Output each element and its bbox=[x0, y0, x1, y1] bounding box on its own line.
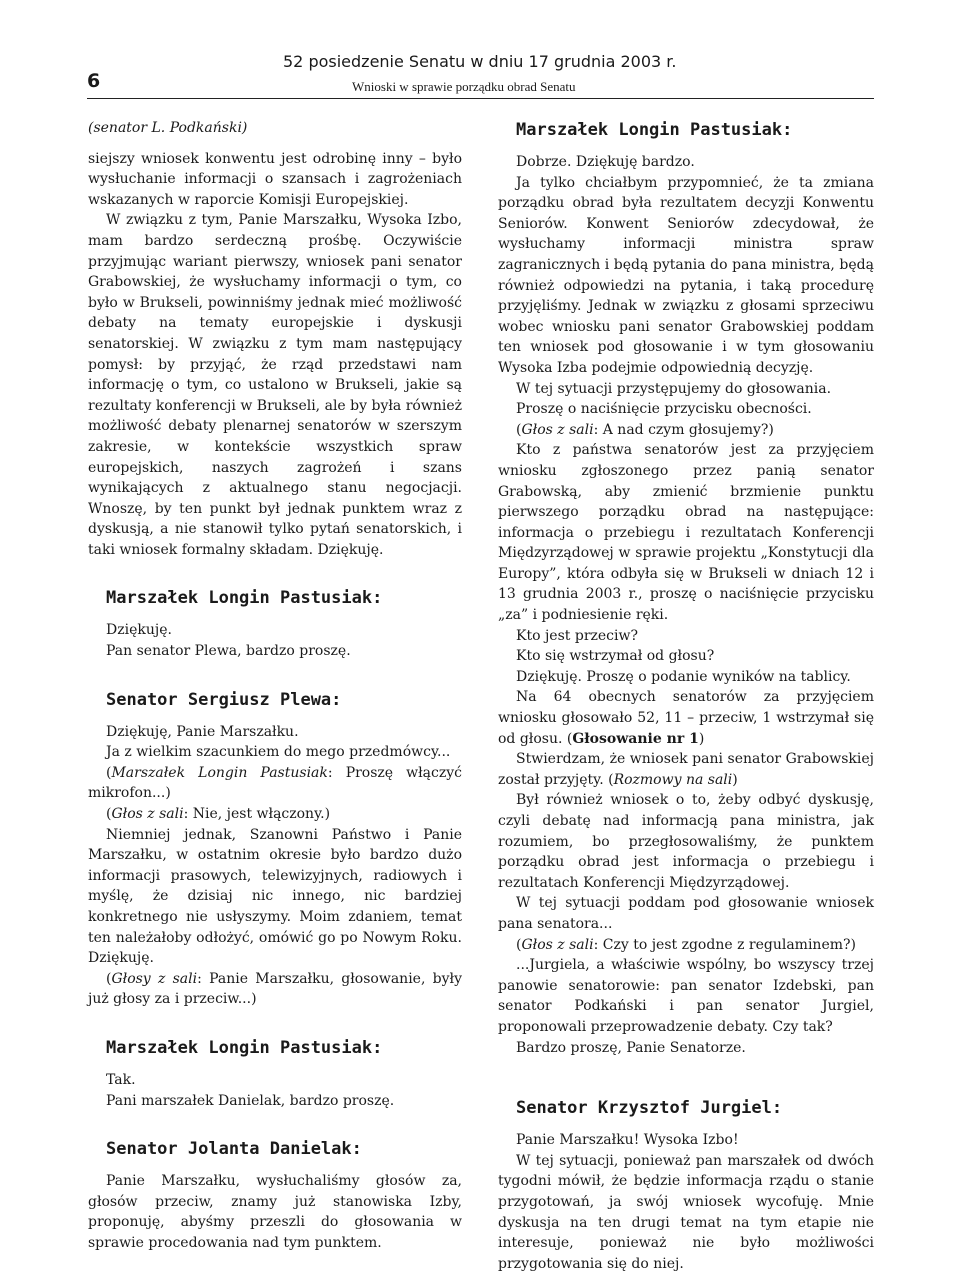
speaker-heading: Marszałek Longin Pastusiak: bbox=[106, 588, 383, 609]
paragraph: Panie Marszałku! Wysoka Izbo! bbox=[516, 1132, 739, 1149]
paragraph: Dziękuję. Proszę o podanie wyników na tablicy. bbox=[516, 668, 851, 685]
paragraph: siejszy wniosek konwentu jest odrobinę inny – było wysłuchanie informacji o szansach i zagrożeniach wskazanych w raporcie Komisji Europejskiej. bbox=[88, 150, 462, 208]
paragraph: W tej sytuacji, ponieważ pan marszałek od dwóch tygodni mówił, że będzie informacja rządu o stanie przygotowań, ja swój wniosek wycofuję. Mnie dyskusja na ten drugi temat na tym etapie nie interesuje, ponieważ nie było możliwości przygotowania się do niej. bbox=[498, 1152, 874, 1272]
paragraph: Bardzo proszę, Panie Senatorze. bbox=[516, 1039, 746, 1056]
vote-number: Głosowanie nr 1 bbox=[572, 730, 699, 747]
interjection-label: Głosy z sali bbox=[111, 970, 198, 987]
paragraph: Ja z wielkim szacunkiem do mego przedmówcy... bbox=[106, 744, 451, 761]
interjection-text: : Proszę włączyć mikrofon...) bbox=[88, 764, 462, 802]
interjection-open: ( bbox=[106, 970, 112, 987]
paragraph: Niemniej jednak, Szanowni Państwo i Panie Marszałku, w ostatnim okresie było bardzo dużo informacji prasowych, telewizyjnych, radiowych i myślę, że dzisiaj nic innego, nic bardziej konkretnego nie usłyszymy. Moim zdaniem, temat ten należałoby odłożyć, omówić go po Nowym Roku. Dziękuję. bbox=[88, 826, 462, 967]
paragraph bbox=[498, 687, 874, 749]
paragraph: Proszę o naciśnięcie przycisku obecności. bbox=[516, 401, 812, 418]
continuation-speaker: (senator L. Podkański) bbox=[88, 120, 248, 136]
paragraph: Pani marszałek Danielak, bardzo proszę. bbox=[106, 1092, 395, 1109]
interjection-text: : Nie, jest włączony.) bbox=[183, 806, 331, 823]
interjection-label: Głos z sali bbox=[521, 936, 594, 953]
paragraph: Kto się wstrzymał od głosu? bbox=[516, 648, 715, 665]
speaker-heading: Senator Sergiusz Plewa: bbox=[106, 689, 342, 710]
speaker-heading: Marszałek Longin Pastusiak: bbox=[106, 1037, 383, 1058]
paragraph: Panie Marszałku, wysłuchaliśmy głosów za, głosów przeciw, znamy już stanowiska Izby, proponuję, abyśmy przeszli do głosowania w sprawie procedowania nad tym punktem. bbox=[88, 1173, 462, 1251]
speaker-heading: Marszałek Longin Pastusiak: bbox=[516, 120, 793, 140]
paragraph: Ja tylko chciałbym przypomnieć, że ta zmiana porządku obrad była rezultatem decyzji Konwentu Seniorów. Konwent Seniorów zdecydował, że wysłuchamy informacji ministra spraw zagranicznych i będą pytania do pana ministra, będą również odpowiedzi na pytania, i taką procedurę przyjęliśmy. Jednak w związku z głosami sprzeciwu wobec wniosku pani senator Grabowskiej poddam ten wniosek pod głosowanie i w tym głosowaniu Wysoka Izba podejmie odpowiednią decyzję. bbox=[498, 174, 874, 376]
paragraph: Był również wniosek o to, żeby odbyć dyskusję, czyli debatę nad informacją pana ministra, jak rozumiem, bo przegłosowaliśmy, że punktem porządku obrad jest informacja o przebiegu i rezultatach Konferencji Międzyrządowej. bbox=[498, 792, 874, 891]
interjection-label: Marszałek Longin Pastusiak bbox=[111, 764, 328, 781]
paragraph: Dziękuję. bbox=[106, 622, 172, 639]
right-column bbox=[498, 118, 874, 1274]
stage-note-close: ) bbox=[732, 771, 738, 788]
paragraph: Dobrze. Dziękuję bardzo. bbox=[516, 154, 695, 170]
interjection bbox=[498, 935, 874, 956]
interjection-text: : Panie Marszałku, głosowanie, były już głosy za i przeciw...) bbox=[88, 970, 462, 1008]
interjection-open: ( bbox=[106, 806, 112, 823]
interjection bbox=[88, 804, 462, 825]
paragraph: W związku z tym, Panie Marszałku, Wysoka Izbo, mam bardzo serdeczną prośbę. Oczywiście przyjmując wariant pierwszy, wniosek pani senator Grabowskiej, że wysłuchamy informacji o tym, co było w Brukseli, powinniśmy jednak mieć możliwość debaty na tematy europejskie i dyskusji senatorskiej. W związku z tym mam następujący pomysł: by przyjąć, że rząd przedstawi nam informację o tym, co ustalono w Brukseli, jakie są rezultaty konferencji w Brukseli, ale by była również możliwość debaty plenarnej senatorów w szerszym zakresie, w kontekście wszystkich spraw europejskich, naszych zagrożeń i szans wynikających z aktualnego stanu negocjacji. Wnoszę, by ten punkt był jednak punktem wraz z dyskusją, a nie stanowił tylko pytań senatorskich, i taki wniosek formalny składam. Dziękuję. bbox=[88, 212, 462, 558]
page-header bbox=[87, 52, 874, 99]
paragraph: Pan senator Plewa, bardzo proszę. bbox=[106, 643, 351, 660]
page-number: 6 bbox=[87, 70, 101, 92]
interjection-text: : A nad czym głosujemy?) bbox=[593, 421, 774, 438]
stage-note: Rozmowy na sali bbox=[613, 771, 733, 788]
paragraph: Kto z państwa senatorów jest za przyjęciem wniosku zgłoszonego przez panią senator Grabowską, aby zmienić brzmienie punktu pierwszego porządku obrad na następujące: informacja o przebiegu i rezultatach Konferencji Międzyrządowej w sprawie projektu „Konstytucji dla Europy”, która odbyła się w Brukseli w dniach 12 i 13 grudnia 2003 r., proszę o naciśnięcie przycisku „za” i podniesienie ręki. bbox=[498, 442, 874, 624]
paragraph: ...Jurgiela, a właściwie wspólny, bo wszyscy trzej panowie senatorowie: pan senator Izdebski, pan senator Podkański i pan senator Jurgiel, proponowali przeprowadzenie debaty. Czy tak? bbox=[498, 957, 874, 1035]
interjection bbox=[498, 420, 874, 441]
header-subtitle: Wnioski w sprawie porządku obrad Senatu bbox=[352, 79, 576, 94]
interjection-open: ( bbox=[106, 764, 112, 781]
interjection bbox=[88, 969, 462, 1010]
interjection-text: : Czy to jest zgodne z regulaminem?) bbox=[593, 936, 856, 953]
paragraph bbox=[498, 749, 874, 790]
speaker-heading: Senator Krzysztof Jurgiel: bbox=[516, 1098, 783, 1119]
interjection bbox=[88, 763, 462, 804]
header-title: 52 posiedzenie Senatu w dniu 17 grudnia 2003 r. bbox=[283, 52, 677, 71]
paragraph: W tej sytuacji poddam pod głosowanie wniosek pana senatora... bbox=[498, 895, 874, 932]
left-column bbox=[88, 118, 462, 1254]
speaker-heading: Senator Jolanta Danielak: bbox=[106, 1139, 362, 1160]
paragraph: W tej sytuacji przystępujemy do głosowania. bbox=[516, 380, 832, 397]
interjection-label: Głos z sali bbox=[521, 421, 594, 438]
vote-close: ) bbox=[698, 730, 705, 747]
statement-text: Stwierdzam, że wniosek pani senator Grabowskiej został przyjęty. ( bbox=[498, 751, 874, 788]
interjection-label: Głos z sali bbox=[111, 806, 184, 823]
vote-result-text: Na 64 obecnych senatorów za przyjęciem wniosku głosowało 52, 11 – przeciw, 1 wstrzymał się od głosu. ( bbox=[498, 689, 874, 747]
paragraph: Kto jest przeciw? bbox=[516, 627, 638, 644]
paragraph: Tak. bbox=[106, 1071, 136, 1088]
interjection-open: ( bbox=[516, 936, 522, 953]
interjection-open: ( bbox=[516, 421, 522, 438]
paragraph: Dziękuję, Panie Marszałku. bbox=[106, 723, 299, 740]
